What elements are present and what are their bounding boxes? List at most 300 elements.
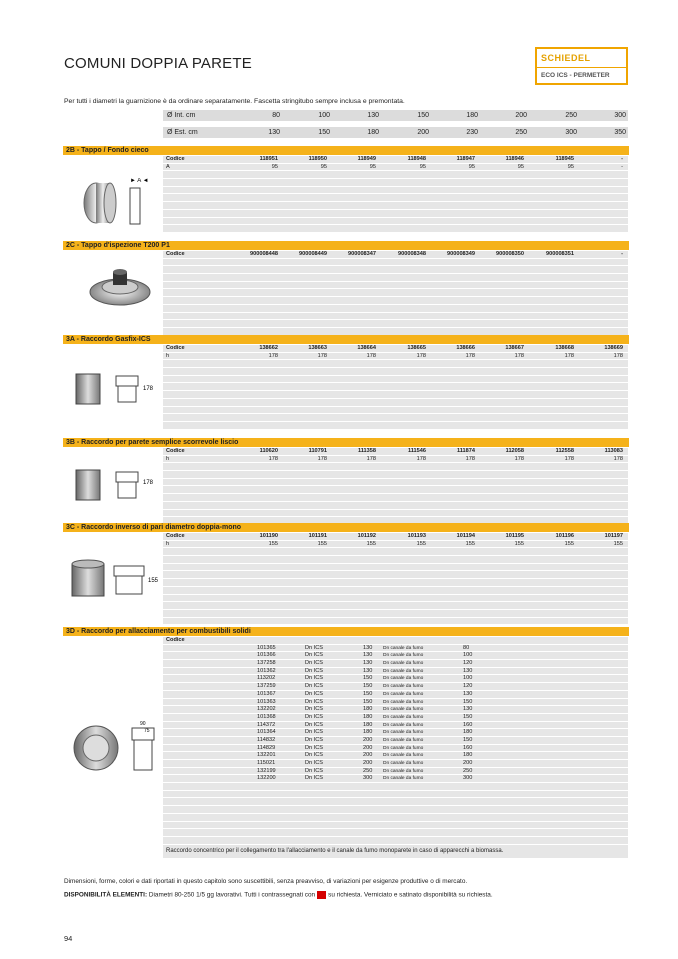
dim-cell: 178 <box>613 352 623 359</box>
flue-value: 100 <box>463 675 473 682</box>
table-row <box>163 156 628 164</box>
table-row <box>163 463 628 471</box>
codice-label: Codice <box>166 156 185 162</box>
table-row <box>163 571 628 579</box>
code-cell: 114829 <box>257 744 276 751</box>
table-row <box>163 218 628 226</box>
dim-row-label: h <box>166 352 170 359</box>
table-row <box>163 494 628 502</box>
code-cell: 138668 <box>555 345 574 351</box>
table-row <box>163 399 628 407</box>
table-row <box>163 502 628 510</box>
page-number: 94 <box>64 934 73 943</box>
table-row <box>163 814 628 822</box>
section-header: 3B - Raccordo per parete semplice scorrevole liscio <box>63 438 629 447</box>
code-cell: 115021 <box>257 760 276 766</box>
dim-cell: 178 <box>416 352 426 359</box>
code-cell: 132202 <box>257 706 276 713</box>
code-cell: 101364 <box>257 729 276 736</box>
table-row <box>163 194 628 202</box>
table-row <box>163 691 628 699</box>
code-cell: 118948 <box>407 156 426 162</box>
flue-label: Dn canale da fumo <box>383 653 424 659</box>
flue-label: Dn canale da fumo <box>383 668 424 674</box>
code-cell: 900008350 <box>496 251 524 257</box>
dn-ics-value: 150 <box>363 690 373 697</box>
dn-ics-value: 200 <box>363 760 373 766</box>
dn-ics-label: Dn ICS <box>305 644 324 651</box>
dim-90-label: 90 <box>140 721 146 727</box>
dn-ics-label: Dn ICS <box>305 660 324 667</box>
dn-ics-value: 150 <box>363 675 373 682</box>
code-cell: 132199 <box>257 767 276 774</box>
table-row <box>163 187 628 195</box>
section-header: 3D - Raccordo per allacciamento per combustibili solidi <box>63 627 629 636</box>
flue-value: 300 <box>463 775 473 782</box>
table-row <box>163 587 628 595</box>
dim-cell: 178 <box>613 455 623 462</box>
diam-ext-value: 150 <box>318 128 330 136</box>
table-row <box>163 579 628 587</box>
table-row <box>163 637 628 645</box>
dn-ics-value: 130 <box>363 660 373 667</box>
flue-value: 150 <box>463 698 473 705</box>
dn-ics-label: Dn ICS <box>305 675 324 682</box>
flue-label: Dn canale da fumo <box>383 722 424 728</box>
diam-ext-row <box>163 127 628 138</box>
dim-h-label: 178 <box>143 386 154 392</box>
table-row <box>163 171 628 179</box>
dim-cell: 178 <box>268 352 278 359</box>
flue-value: 130 <box>463 706 473 713</box>
codice-label: Codice <box>166 448 185 454</box>
dn-ics-value: 200 <box>363 752 373 759</box>
code-cell: 137258 <box>257 660 276 667</box>
dn-ics-value: 200 <box>363 744 373 751</box>
flue-value: 160 <box>463 721 473 728</box>
code-cell: 138667 <box>505 345 524 351</box>
inverse-adapter-image <box>68 556 160 604</box>
dn-ics-label: Dn ICS <box>305 713 324 720</box>
dn-ics-value: 180 <box>363 721 373 728</box>
footer-disclaimer: Dimensioni, forme, colori e dati riportati in questo capitolo sono suscettibili, senza preavviso, di variazioni per esigenze produttive o di mercato. <box>64 878 468 885</box>
code-cell: 110791 <box>308 448 327 454</box>
note-3d: Raccordo concentrico per il collegamento tra l'allacciamento e il canale da fumo monoparete in caso di apparecchi a biomassa. <box>163 845 628 858</box>
table-row <box>163 806 628 814</box>
code-cell: 900008449 <box>299 251 327 257</box>
dim-cell: 155 <box>268 540 278 547</box>
table-row <box>163 414 628 422</box>
code-cell: 101194 <box>456 533 475 539</box>
table-row <box>163 595 628 603</box>
code-cell: 101192 <box>357 533 376 539</box>
dim-row-label: h <box>166 540 170 547</box>
dn-ics-value: 150 <box>363 683 373 690</box>
section-table <box>163 345 628 430</box>
dim-cell: 155 <box>366 540 376 547</box>
svg-text:► A ◄: ► A ◄ <box>130 178 149 184</box>
code-cell: 101363 <box>257 698 276 705</box>
code-cell: 101195 <box>505 533 524 539</box>
code-cell: 113202 <box>257 675 276 682</box>
code-cell: 118950 <box>308 156 327 162</box>
dn-ics-value: 300 <box>363 775 373 782</box>
code-cell: 900008351 <box>546 251 574 257</box>
table-row <box>163 368 628 376</box>
table-row <box>163 179 628 187</box>
logo-sub: ECO ICS - PERMETER <box>541 72 610 79</box>
table-row <box>163 305 628 313</box>
dn-ics-label: Dn ICS <box>305 698 324 705</box>
code-cell: 118946 <box>505 156 524 162</box>
dn-ics-label: Dn ICS <box>305 775 324 782</box>
table-row <box>163 556 628 564</box>
table-row <box>163 837 628 845</box>
diam-int-value: 180 <box>466 111 478 119</box>
section-table <box>163 448 628 533</box>
table-row <box>163 548 628 556</box>
brand-logo <box>535 47 628 85</box>
flue-label: Dn canale da fumo <box>383 699 424 705</box>
code-cell: 900008348 <box>398 251 426 257</box>
dn-ics-label: Dn ICS <box>305 683 324 690</box>
table-row <box>163 471 628 479</box>
code-cell: 900008347 <box>348 251 376 257</box>
flue-value: 250 <box>463 767 473 774</box>
table-row <box>163 282 628 290</box>
section-table <box>163 251 628 336</box>
dim-cell: 178 <box>465 352 475 359</box>
code-cell: - <box>621 156 623 162</box>
dim-h-label: 155 <box>148 578 159 584</box>
table-row <box>163 391 628 399</box>
table-row <box>163 760 628 768</box>
table-row <box>163 798 628 806</box>
code-cell: 101191 <box>308 533 327 539</box>
table-row <box>163 706 628 714</box>
table-row <box>163 448 628 456</box>
flue-label: Dn canale da fumo <box>383 684 424 690</box>
diam-ext-value: 230 <box>466 128 478 136</box>
table-row <box>163 714 628 722</box>
dn-ics-value: 150 <box>363 698 373 705</box>
table-row <box>163 251 628 259</box>
code-cell: 101196 <box>555 533 574 539</box>
table-row <box>163 602 628 610</box>
diam-int-value: 150 <box>417 111 429 119</box>
flue-value: 120 <box>463 660 473 667</box>
dim-row-label: h <box>166 455 170 462</box>
flue-label: Dn canale da fumo <box>383 676 424 682</box>
table-row <box>163 479 628 487</box>
table-row <box>163 274 628 282</box>
table-row <box>163 822 628 830</box>
code-cell: 112058 <box>505 448 524 454</box>
code-cell: 111874 <box>456 448 475 454</box>
code-cell: 132200 <box>257 775 276 782</box>
table-row <box>163 376 628 384</box>
table-row <box>163 699 628 707</box>
flue-label: Dn canale da fumo <box>383 753 424 759</box>
dim-cell: 178 <box>564 352 574 359</box>
flue-label: Dn canale da fumo <box>383 707 424 713</box>
code-cell: 111546 <box>407 448 426 454</box>
codice-label: Codice <box>166 251 185 257</box>
table-row <box>163 675 628 683</box>
dim-cell: 95 <box>320 163 327 170</box>
table-row <box>163 353 628 361</box>
diam-int-value: 200 <box>515 111 527 119</box>
flue-value: 100 <box>463 652 473 659</box>
code-cell: 101367 <box>257 690 276 697</box>
code-cell: 113083 <box>604 448 623 454</box>
table-row <box>163 266 628 274</box>
dim-cell: 178 <box>514 455 524 462</box>
diam-ext-value: 180 <box>367 128 379 136</box>
table-row <box>163 225 628 233</box>
table-row <box>163 775 628 783</box>
section-header: 3A - Raccordo Gasfix-ICS <box>63 335 629 344</box>
dn-ics-value: 130 <box>363 644 373 651</box>
code-cell: - <box>621 251 623 257</box>
logo-brand: SCHIEDEL <box>541 53 591 63</box>
code-cell: 138663 <box>308 345 327 351</box>
diam-int-value: 250 <box>565 111 577 119</box>
dim-cell: 178 <box>366 455 376 462</box>
diam-ext-value: 350 <box>614 128 626 136</box>
code-cell: 112558 <box>555 448 574 454</box>
dn-ics-value: 200 <box>363 736 373 743</box>
availability-label: DISPONIBILITÀ ELEMENTI: <box>64 891 148 899</box>
diam-int-value: 80 <box>272 111 280 119</box>
dim-cell: 178 <box>514 352 524 359</box>
table-row <box>163 645 628 653</box>
dim-cell: 178 <box>317 352 327 359</box>
code-cell: 118951 <box>259 156 278 162</box>
table-row <box>163 320 628 328</box>
dim-cell: 155 <box>465 540 475 547</box>
cap-image <box>78 178 158 228</box>
table-row <box>163 164 628 172</box>
table-row <box>163 360 628 368</box>
dim-h-label: 178 <box>143 480 154 486</box>
code-cell: 101197 <box>604 533 623 539</box>
code-cell: 138664 <box>357 345 376 351</box>
flue-label: Dn canale da fumo <box>383 691 424 697</box>
availability-text-a: Diametri 80-250 1/5 gg lavorativi. Tutti i contrassegnati con <box>148 891 316 899</box>
dn-ics-value: 180 <box>363 713 373 720</box>
table-row <box>163 456 628 464</box>
code-cell: 101366 <box>257 652 276 659</box>
table-row <box>163 564 628 572</box>
code-cell: 110620 <box>259 448 278 454</box>
table-row <box>163 768 628 776</box>
code-cell: 101193 <box>407 533 426 539</box>
table-row <box>163 210 628 218</box>
dim-cell: 178 <box>465 455 475 462</box>
diam-ext-label: Ø Est. cm <box>167 128 198 136</box>
flue-value: 80 <box>463 644 470 651</box>
dim-cell: 155 <box>564 540 574 547</box>
table-row <box>163 618 628 626</box>
table-row <box>163 829 628 837</box>
code-cell: 101190 <box>259 533 278 539</box>
dn-ics-value: 250 <box>363 767 373 774</box>
dim-cell: 95 <box>419 163 426 170</box>
code-cell: 101362 <box>257 667 276 674</box>
dn-ics-label: Dn ICS <box>305 729 324 736</box>
dn-ics-value: 180 <box>363 706 373 713</box>
dim-cell: 155 <box>416 540 426 547</box>
dn-ics-value: 130 <box>363 652 373 659</box>
flue-label: Dn canale da fumo <box>383 776 424 782</box>
diam-int-value: 130 <box>367 111 379 119</box>
dn-ics-label: Dn ICS <box>305 706 324 713</box>
dn-ics-label: Dn ICS <box>305 736 324 743</box>
diam-int-row <box>163 110 628 121</box>
dn-ics-label: Dn ICS <box>305 760 324 766</box>
code-cell: 132201 <box>257 752 276 759</box>
dim-cell: 178 <box>366 352 376 359</box>
code-cell: 118945 <box>555 156 574 162</box>
code-cell: 900008448 <box>250 251 278 257</box>
table-row <box>163 541 628 549</box>
flue-value: 180 <box>463 729 473 736</box>
dn-ics-label: Dn ICS <box>305 667 324 674</box>
footer-availability <box>64 891 493 899</box>
intro-text: Per tutti i diametri la guarnizione è da ordinare separatamente. Fascetta stringitubo sempre inclusa e premontata. <box>64 98 405 105</box>
flue-value: 150 <box>463 736 473 743</box>
table-row <box>163 422 628 430</box>
dim-75-label: 75 <box>144 728 150 734</box>
diam-ext-value: 130 <box>268 128 280 136</box>
flue-label: Dn canale da fumo <box>383 661 424 667</box>
flue-label: Dn canale da fumo <box>383 768 424 774</box>
diam-ext-value: 300 <box>565 128 577 136</box>
dim-cell: 95 <box>517 163 524 170</box>
flue-label: Dn canale da fumo <box>383 730 424 736</box>
dim-cell: 178 <box>317 455 327 462</box>
table-row <box>163 297 628 305</box>
table-row <box>163 652 628 660</box>
section-header: 2B - Tappo / Fondo cieco <box>63 146 629 155</box>
table-row <box>163 722 628 730</box>
dim-cell: 178 <box>564 455 574 462</box>
code-cell: 137259 <box>257 683 276 690</box>
dn-ics-value: 180 <box>363 729 373 736</box>
section-header: 2C - Tappo d'ispezione T200 P1 <box>63 241 629 250</box>
dim-a-label: A <box>137 178 141 184</box>
table-row <box>163 259 628 267</box>
table-row <box>163 345 628 353</box>
dn-ics-label: Dn ICS <box>305 752 324 759</box>
dim-cell: 95 <box>369 163 376 170</box>
dim-row-label: A <box>166 163 170 170</box>
table-row <box>163 510 628 518</box>
section-table <box>163 637 628 845</box>
flue-value: 200 <box>463 760 473 766</box>
availability-text-b: su richiesta. Verniciato e satinato disponibilità su richiesta. <box>328 891 493 899</box>
table-row <box>163 486 628 494</box>
dim-cell: 178 <box>268 455 278 462</box>
diam-int-label: Ø Int. cm <box>167 111 196 119</box>
section-header: 3C - Raccordo inverso di pari diametro doppia-mono <box>63 523 629 532</box>
dn-ics-value: 130 <box>363 667 373 674</box>
dn-ics-label: Dn ICS <box>305 767 324 774</box>
flue-label: Dn canale da fumo <box>383 761 424 766</box>
diam-ext-value: 200 <box>417 128 429 136</box>
flue-value: 130 <box>463 690 473 697</box>
single-wall-adapter-image <box>70 466 160 506</box>
flue-label: Dn canale da fumo <box>383 737 424 743</box>
flue-value: 180 <box>463 752 473 759</box>
code-cell: 118947 <box>456 156 475 162</box>
flue-value: 130 <box>463 667 473 674</box>
code-cell: 111358 <box>357 448 376 454</box>
connector-image <box>72 720 160 775</box>
dn-ics-label: Dn ICS <box>305 744 324 751</box>
code-cell: 114372 <box>257 721 276 728</box>
diam-int-value: 100 <box>318 111 330 119</box>
flue-value: 160 <box>463 744 473 751</box>
dn-ics-label: Dn ICS <box>305 721 324 728</box>
table-row <box>163 383 628 391</box>
section-table <box>163 156 628 233</box>
table-row <box>163 791 628 799</box>
dim-cell: - <box>621 163 623 170</box>
table-row <box>163 289 628 297</box>
codice-label: Codice <box>166 533 185 539</box>
table-row <box>163 610 628 618</box>
diam-ext-value: 250 <box>515 128 527 136</box>
table-row <box>163 533 628 541</box>
code-cell: 118949 <box>357 156 376 162</box>
code-cell: 101368 <box>257 713 276 720</box>
dim-cell: 95 <box>567 163 574 170</box>
codice-label: Codice <box>166 637 185 643</box>
flue-value: 150 <box>463 713 473 720</box>
dn-ics-label: Dn ICS <box>305 690 324 697</box>
code-cell: 900008349 <box>447 251 475 257</box>
table-row <box>163 745 628 753</box>
flue-label: Dn canale da fumo <box>383 745 424 751</box>
dim-cell: 178 <box>416 455 426 462</box>
code-cell: 101365 <box>257 644 276 651</box>
page-title: COMUNI DOPPIA PARETE <box>64 55 252 72</box>
dn-ics-label: Dn ICS <box>305 652 324 659</box>
table-row <box>163 783 628 791</box>
table-row <box>163 407 628 415</box>
dim-cell: 95 <box>468 163 475 170</box>
flue-value: 120 <box>463 683 473 690</box>
section-table <box>163 533 628 625</box>
table-row <box>163 668 628 676</box>
table-row <box>163 660 628 668</box>
table-row <box>163 313 628 321</box>
code-cell: 138666 <box>456 345 475 351</box>
table-row <box>163 683 628 691</box>
code-cell: 138669 <box>604 345 623 351</box>
table-row <box>163 729 628 737</box>
dim-cell: 95 <box>271 163 278 170</box>
flue-label: Dn canale da fumo <box>383 645 424 651</box>
table-row <box>163 752 628 760</box>
gasfix-image <box>70 368 160 408</box>
table-row <box>163 202 628 210</box>
dim-cell: 155 <box>514 540 524 547</box>
dim-cell: 155 <box>613 540 623 547</box>
code-cell: 114832 <box>257 736 276 743</box>
